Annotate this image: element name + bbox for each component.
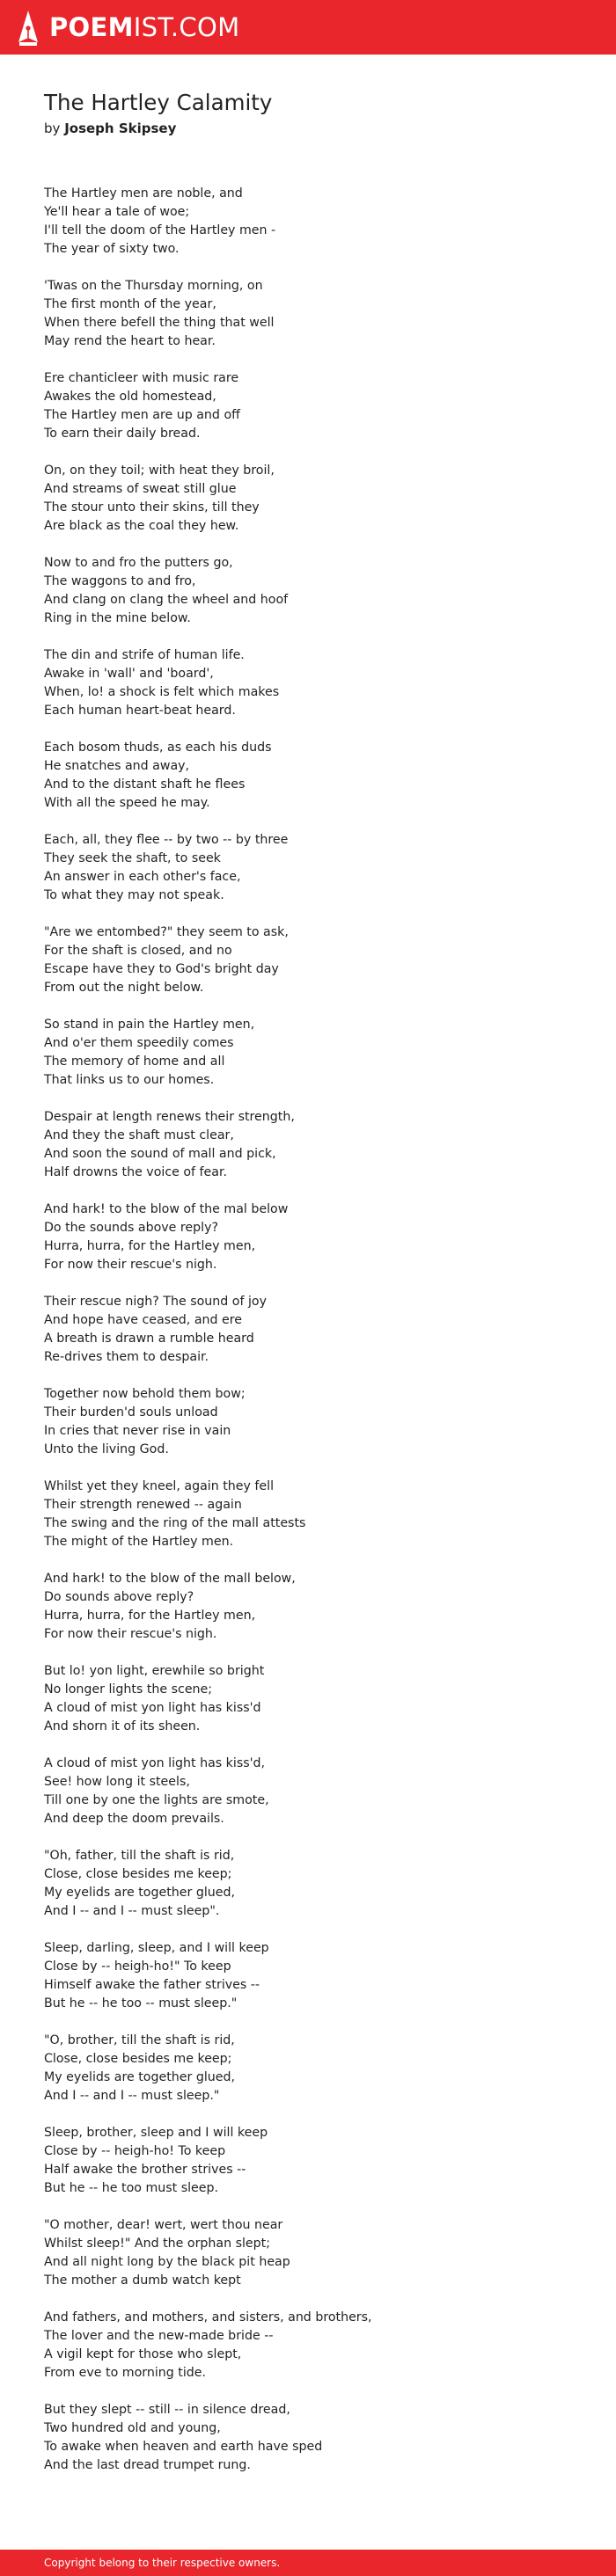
stanza <box>44 2216 590 2290</box>
poem-line: The waggons to and fro, <box>44 574 196 588</box>
poem-line: The lover and the new-made bride -- <box>44 2329 274 2343</box>
poem-line: Do the sounds above reply? <box>44 1221 219 1235</box>
poem-line: Awake in 'wall' and 'board', <box>44 667 214 681</box>
poem-line: On, on they toil; with heat they broil, <box>44 463 275 478</box>
poem-line: But he -- he too must sleep. <box>44 2181 219 2195</box>
poem-line: My eyelids are together glued, <box>44 2070 236 2084</box>
stanza <box>44 831 590 905</box>
poem-line: Sleep, darling, sleep, and I will keep <box>44 1941 269 1955</box>
poem-line: Despair at length renews their strength, <box>44 1110 295 1124</box>
poem-line: That links us to our homes. <box>44 1073 215 1087</box>
poem-line: Each human heart-beat heard. <box>44 704 236 718</box>
poem-line: Half drowns the voice of fear. <box>44 1165 228 1179</box>
poem-line: But lo! yon light, erewhile so bright <box>44 1664 265 1678</box>
site-footer <box>0 2550 616 2576</box>
poem-line: The mother a dumb watch kept <box>44 2273 241 2288</box>
poem-line: Hurra, hurra, for the Hartley men, <box>44 1239 256 1253</box>
poem-line: And soon the sound of mall and pick, <box>44 1147 276 1161</box>
poem-line: Himself awake the father strives -- <box>44 1978 260 1992</box>
poem-line: And shorn it of its sheen. <box>44 1719 201 1733</box>
poem-line: Their rescue nigh? The sound of joy <box>44 1295 267 1309</box>
poem-line: The year of sixty two. <box>44 242 180 256</box>
poem-line: Whilst sleep!" And the orphan slept; <box>44 2237 271 2251</box>
poem-line: Are black as the coal they hew. <box>44 519 239 533</box>
stanza <box>44 185 590 259</box>
poem-line: The stour unto their skins, till they <box>44 500 260 514</box>
poem-line: To awake when heaven and earth have sped <box>44 2440 323 2454</box>
stanza <box>44 1385 590 1459</box>
poem-line: Two hundred old and young, <box>44 2421 221 2435</box>
poem-line: No longer lights the scene; <box>44 1682 213 1697</box>
poem-line: To what they may not speak. <box>44 888 224 902</box>
stanza <box>44 2309 590 2383</box>
poem-line: And they the shaft must clear, <box>44 1128 234 1142</box>
pen-nib-icon <box>18 9 39 46</box>
stanza <box>44 1847 590 1921</box>
stanza <box>44 1662 590 1736</box>
poem-line: For now their rescue's nigh. <box>44 1627 217 1641</box>
stanza <box>44 277 590 351</box>
poem-line: The swing and the ring of the mall attests <box>44 1516 306 1530</box>
poem-line: "Are we entombed?" they seem to ask, <box>44 925 289 939</box>
poem-line: And hark! to the blow of the mal below <box>44 1202 289 1216</box>
poem-line: The memory of home and all <box>44 1054 225 1069</box>
poem-line: Do sounds above reply? <box>44 1590 194 1604</box>
poem-line: And deep the doom prevails. <box>44 1812 224 1826</box>
poem-line: Together now behold them bow; <box>44 1387 246 1401</box>
poem-line: When, lo! a shock is felt which makes <box>44 685 280 699</box>
byline <box>44 118 590 139</box>
stanza <box>44 1939 590 2013</box>
poem-line: And streams of sweat still glue <box>44 482 237 496</box>
poem-line: So stand in pain the Hartley men, <box>44 1018 255 1032</box>
poem-line: A breath is drawn a rumble heard <box>44 1332 254 1346</box>
poem-line: And the last dread trumpet rung. <box>44 2458 251 2472</box>
poem-line: Ere chanticleer with music rare <box>44 371 239 385</box>
poem-line: And I -- and I -- must sleep". <box>44 1904 220 1918</box>
stanza <box>44 2124 590 2198</box>
poem-line: The Hartley men are up and off <box>44 408 240 422</box>
poem-line: Hurra, hurra, for the Hartley men, <box>44 1609 256 1623</box>
stanza <box>44 1478 590 1551</box>
poem-line: Their strength renewed -- again <box>44 1498 242 1512</box>
poem-line: A cloud of mist yon light has kiss'd <box>44 1701 261 1715</box>
stanza <box>44 646 590 720</box>
poem-line: And I -- and I -- must sleep." <box>44 2089 220 2103</box>
stanza <box>44 923 590 997</box>
stanza <box>44 1755 590 1828</box>
poem-line: For the shaft is closed, and no <box>44 944 232 958</box>
poem-line: And all night long by the black pit heap <box>44 2255 290 2269</box>
poem-line: "O mother, dear! wert, wert thou near <box>44 2218 283 2232</box>
poem-line: Close, close besides me keep; <box>44 2052 232 2066</box>
poem-line: Ring in the mine below. <box>44 611 191 625</box>
poem-line: Till one by one the lights are smote, <box>44 1793 269 1807</box>
poem-line: Escape have they to God's bright day <box>44 962 279 976</box>
poem-line: The might of the Hartley men. <box>44 1535 234 1549</box>
stanza <box>44 1016 590 1090</box>
poem-line: I'll tell the doom of the Hartley men - <box>44 223 276 237</box>
poem-line: And fathers, and mothers, and sisters, and brothers, <box>44 2310 372 2324</box>
poem-line: With all the speed he may. <box>44 796 210 810</box>
poem-line: And hark! to the blow of the mall below, <box>44 1572 296 1586</box>
stanza <box>44 1570 590 1644</box>
poem-line: Unto the living God. <box>44 1442 169 1456</box>
poem-line: Sleep, brother, sleep and I will keep <box>44 2126 268 2140</box>
stanza <box>44 462 590 536</box>
poem-line: Each bosom thuds, as each his duds <box>44 741 272 755</box>
poem-line: For now their rescue's nigh. <box>44 1258 217 1272</box>
poem-line: The Hartley men are noble, and <box>44 186 243 201</box>
byline-prefix: by <box>44 120 61 136</box>
author-link[interactable]: Joseph Skipsey <box>64 120 177 136</box>
poem-line: And clang on clang the wheel and hoof <box>44 593 289 607</box>
site-logo[interactable] <box>18 9 239 46</box>
poem-content <box>44 88 590 2493</box>
poem-line: Their burden'd souls unload <box>44 1405 218 1419</box>
stanza <box>44 1293 590 1367</box>
poem-line: From eve to morning tide. <box>44 2366 207 2380</box>
poem-line: The din and strife of human life. <box>44 648 245 662</box>
poem-line: Re-drives them to despair. <box>44 1350 209 1364</box>
stanza <box>44 2032 590 2105</box>
stanza <box>44 1200 590 1274</box>
poem-line: See! how long it steels, <box>44 1775 190 1789</box>
poem-line: And o'er them speedily comes <box>44 1036 234 1050</box>
poem-line: 'Twas on the Thursday morning, on <box>44 279 263 293</box>
poem-line: From out the night below. <box>44 981 204 995</box>
poem-line: "O, brother, till the shaft is rid, <box>44 2033 235 2047</box>
poem-line: An answer in each other's face, <box>44 870 241 884</box>
poem-line: And to the distant shaft he flees <box>44 777 246 792</box>
poem-line: The first month of the year, <box>44 297 216 311</box>
poem-line: In cries that never rise in vain <box>44 1424 231 1438</box>
poem-line: Now to and fro the putters go, <box>44 556 233 570</box>
stanza <box>44 1108 590 1182</box>
poem-title: The Hartley Calamity <box>44 90 273 115</box>
poem-line: Whilst yet they kneel, again they fell <box>44 1479 275 1493</box>
poem-line: But they slept -- still -- in silence dread, <box>44 2403 290 2417</box>
poem-line: Close by -- heigh-ho!" To keep <box>44 1959 231 1974</box>
poem-line: My eyelids are together glued, <box>44 1886 236 1900</box>
poem-line: When there befell the thing that well <box>44 316 275 330</box>
poem-line: May rend the heart to hear. <box>44 334 216 348</box>
stanza <box>44 2401 590 2475</box>
poem-line: And hope have ceased, and ere <box>44 1313 242 1327</box>
site-header <box>0 0 616 55</box>
poem-line: Close by -- heigh-ho! To keep <box>44 2144 226 2158</box>
stanza <box>44 369 590 443</box>
poem-line: Each, all, they flee -- by two -- by three <box>44 833 289 847</box>
poem-line: But he -- he too -- must sleep." <box>44 1996 238 2010</box>
stanza <box>44 739 590 813</box>
poem-line: To earn their daily bread. <box>44 427 201 441</box>
poem-body <box>44 185 590 2475</box>
poem-line: "Oh, father, till the shaft is rid, <box>44 1849 235 1863</box>
poem-line: A vigil kept for those who slept, <box>44 2347 242 2361</box>
poem-line: He snatches and away, <box>44 759 190 773</box>
poem-line: Close, close besides me keep; <box>44 1867 232 1881</box>
poem-line: Ye'll hear a tale of woe; <box>44 205 190 219</box>
poem-line: Half awake the brother strives -- <box>44 2163 246 2177</box>
site-logo-text: POEMIST.COM <box>49 12 240 42</box>
copyright-notice: Copyright belong to their respective owners. <box>44 2557 281 2569</box>
poem-line: They seek the shaft, to seek <box>44 851 221 865</box>
stanza <box>44 554 590 628</box>
poem-line: Awakes the old homestead, <box>44 390 216 404</box>
poem-line: A cloud of mist yon light has kiss'd, <box>44 1756 266 1770</box>
